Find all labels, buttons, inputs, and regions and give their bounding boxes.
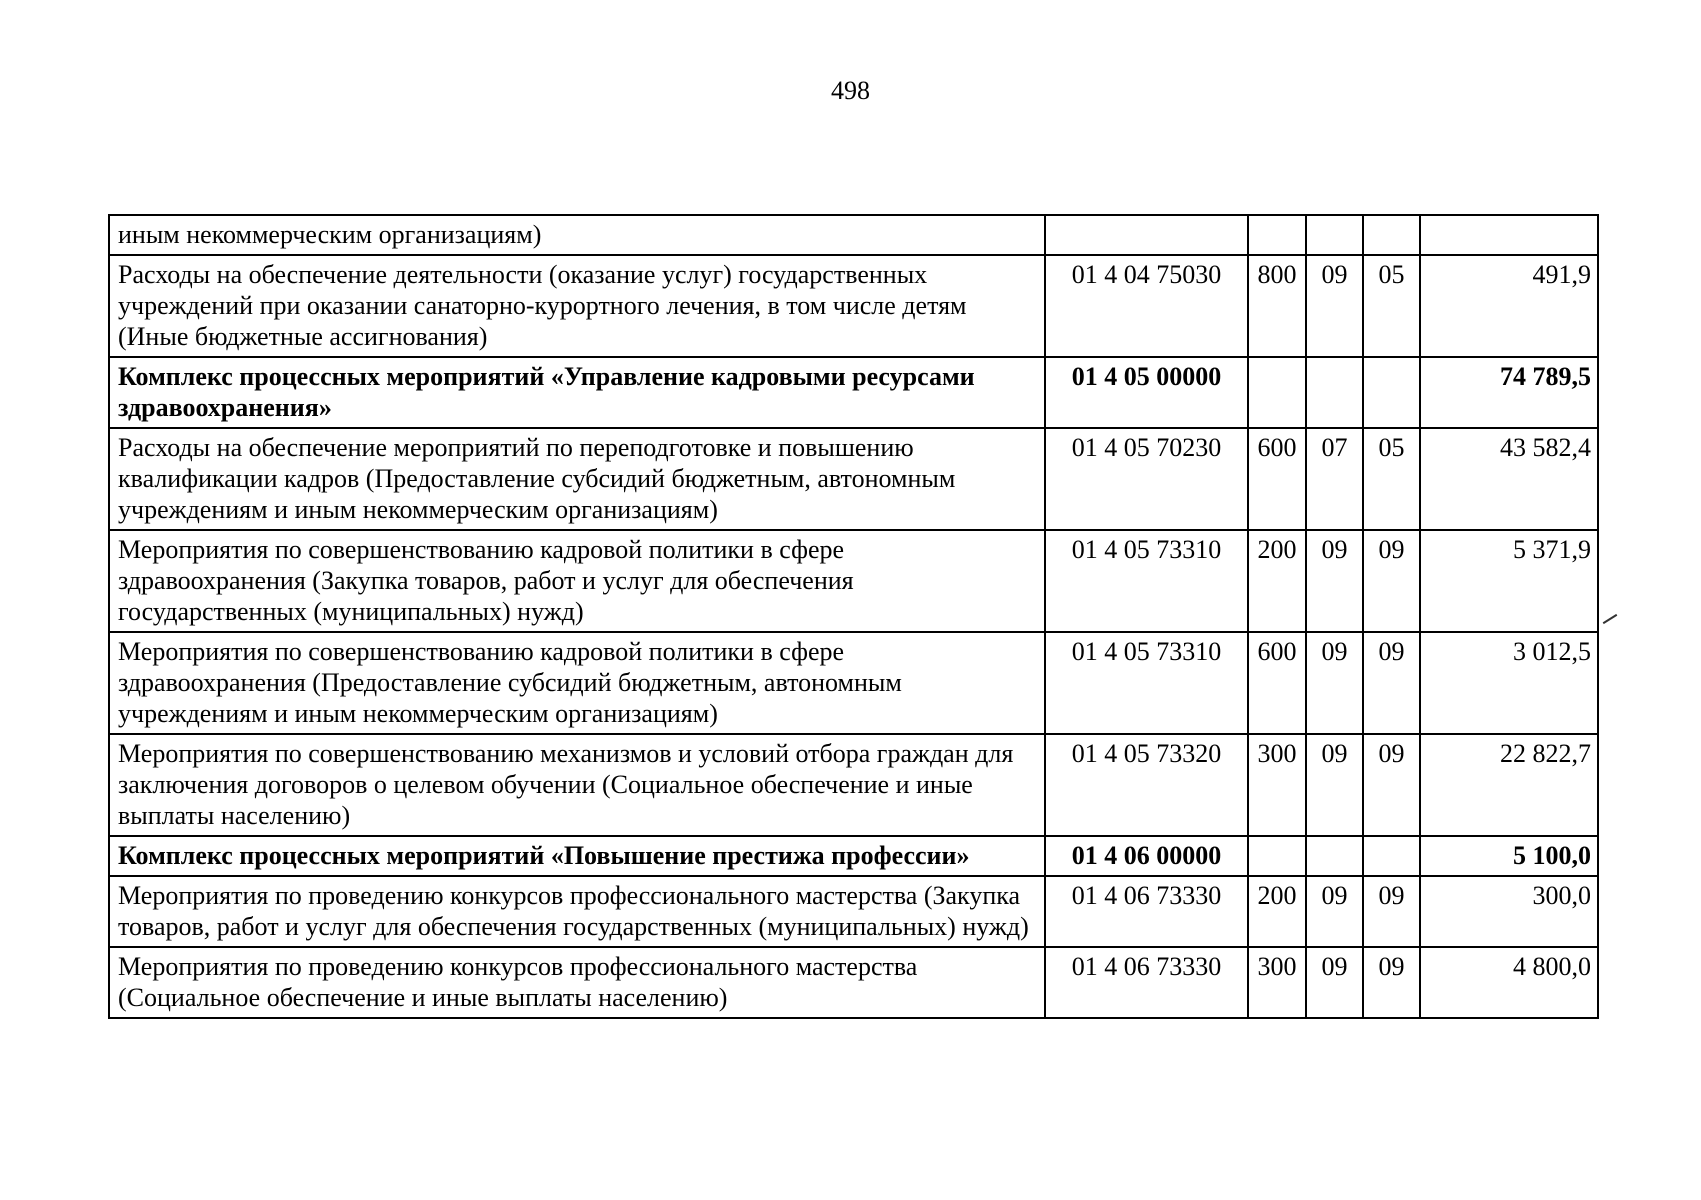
row-code: 01 4 06 73330 xyxy=(1045,876,1248,947)
table-row xyxy=(109,632,1598,734)
row-vr: 600 xyxy=(1248,632,1306,734)
row-vr: 300 xyxy=(1248,947,1306,1018)
table-row xyxy=(109,215,1598,255)
table-row xyxy=(109,876,1598,947)
row-name: Комплекс процессных мероприятий «Повышение престижа профессии» xyxy=(109,836,1045,876)
row-rz: 09 xyxy=(1306,530,1363,632)
row-code: 01 4 05 73320 xyxy=(1045,734,1248,836)
row-code: 01 4 05 70230 xyxy=(1045,428,1248,530)
row-pr: 05 xyxy=(1363,255,1420,357)
row-sum: 5 371,9 xyxy=(1420,530,1598,632)
row-vr xyxy=(1248,357,1306,428)
row-pr: 09 xyxy=(1363,530,1420,632)
row-sum: 300,0 xyxy=(1420,876,1598,947)
row-code: 01 4 06 73330 xyxy=(1045,947,1248,1018)
table-row-section xyxy=(109,836,1598,876)
row-vr: 600 xyxy=(1248,428,1306,530)
row-code xyxy=(1045,215,1248,255)
row-pr xyxy=(1363,357,1420,428)
budget-table xyxy=(108,214,1599,1019)
row-code: 01 4 05 73310 xyxy=(1045,530,1248,632)
row-vr: 800 xyxy=(1248,255,1306,357)
row-name: Мероприятия по проведению конкурсов профессионального мастерства (Закупка товаров, работ и услуг для обеспечения государственных (муниципальных) нужд) xyxy=(109,876,1045,947)
row-vr: 300 xyxy=(1248,734,1306,836)
row-rz: 09 xyxy=(1306,632,1363,734)
row-pr: 05 xyxy=(1363,428,1420,530)
table-row-section xyxy=(109,357,1598,428)
row-pr: 09 xyxy=(1363,734,1420,836)
row-code: 01 4 05 73310 xyxy=(1045,632,1248,734)
row-name: иным некоммерческим организациям) xyxy=(109,215,1045,255)
pen-tick-mark xyxy=(1603,614,1618,624)
row-rz: 09 xyxy=(1306,734,1363,836)
row-sum: 74 789,5 xyxy=(1420,357,1598,428)
row-name: Расходы на обеспечение мероприятий по переподготовке и повышению квалификации кадров (Предоставление субсидий бюджетным, автономным учреждениям и иным некоммерческим организациям) xyxy=(109,428,1045,530)
row-vr xyxy=(1248,836,1306,876)
row-pr xyxy=(1363,836,1420,876)
row-name: Расходы на обеспечение деятельности (оказание услуг) государственных учреждений при оказании санаторно-курортного лечения, в том числе детям (Иные бюджетные ассигнования) xyxy=(109,255,1045,357)
row-sum: 43 582,4 xyxy=(1420,428,1598,530)
row-code: 01 4 06 00000 xyxy=(1045,836,1248,876)
table-row xyxy=(109,947,1598,1018)
row-name: Комплекс процессных мероприятий «Управление кадровыми ресурсами здравоохранения» xyxy=(109,357,1045,428)
row-name: Мероприятия по совершенствованию кадровой политики в сфере здравоохранения (Закупка товаров, работ и услуг для обеспечения государственных (муниципальных) нужд) xyxy=(109,530,1045,632)
table-row xyxy=(109,734,1598,836)
row-sum: 22 822,7 xyxy=(1420,734,1598,836)
table-row xyxy=(109,530,1598,632)
row-vr xyxy=(1248,215,1306,255)
row-pr xyxy=(1363,215,1420,255)
row-rz: 09 xyxy=(1306,255,1363,357)
page-number: 498 xyxy=(831,76,870,105)
row-pr: 09 xyxy=(1363,876,1420,947)
row-code: 01 4 05 00000 xyxy=(1045,357,1248,428)
row-sum: 4 800,0 xyxy=(1420,947,1598,1018)
row-name: Мероприятия по совершенствованию кадровой политики в сфере здравоохранения (Предоставление субсидий бюджетным, автономным учреждениям и иным некоммерческим организациям) xyxy=(109,632,1045,734)
row-pr: 09 xyxy=(1363,947,1420,1018)
row-rz xyxy=(1306,215,1363,255)
row-name: Мероприятия по совершенствованию механизмов и условий отбора граждан для заключения договоров о целевом обучении (Социальное обеспечение и иные выплаты населению) xyxy=(109,734,1045,836)
row-name: Мероприятия по проведению конкурсов профессионального мастерства (Социальное обеспечение и иные выплаты населению) xyxy=(109,947,1045,1018)
row-sum: 491,9 xyxy=(1420,255,1598,357)
row-sum: 5 100,0 xyxy=(1420,836,1598,876)
row-code: 01 4 04 75030 xyxy=(1045,255,1248,357)
row-vr: 200 xyxy=(1248,530,1306,632)
row-rz: 09 xyxy=(1306,947,1363,1018)
row-rz xyxy=(1306,836,1363,876)
row-sum xyxy=(1420,215,1598,255)
table-row xyxy=(109,428,1598,530)
row-rz xyxy=(1306,357,1363,428)
row-pr: 09 xyxy=(1363,632,1420,734)
row-rz: 09 xyxy=(1306,876,1363,947)
row-rz: 07 xyxy=(1306,428,1363,530)
table-row xyxy=(109,255,1598,357)
row-sum: 3 012,5 xyxy=(1420,632,1598,734)
row-vr: 200 xyxy=(1248,876,1306,947)
